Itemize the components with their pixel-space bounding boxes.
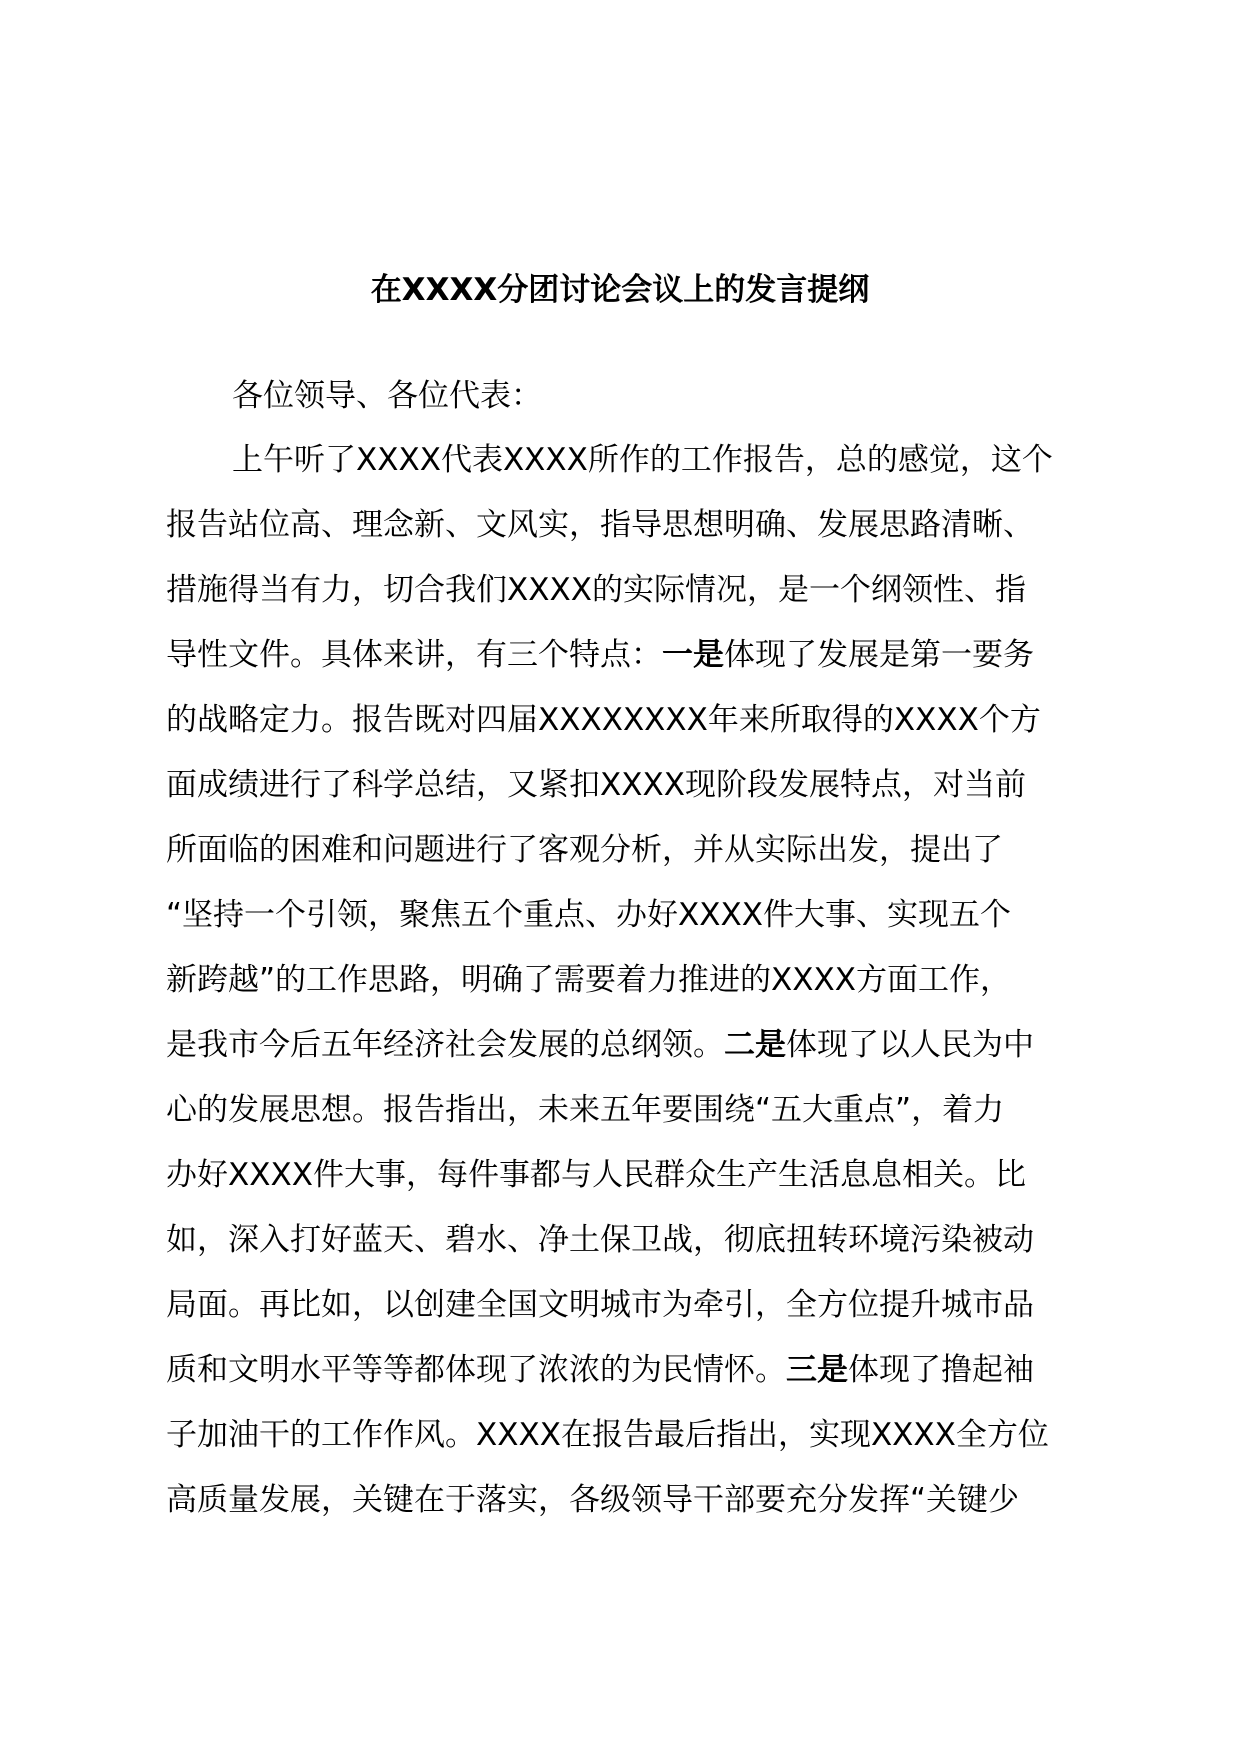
text-segment: 导性文件。具体来讲，有三个特点：: [166, 637, 662, 673]
document-title: 在XXXX分团讨论会议上的发言提纲: [370, 272, 870, 308]
body-line: [166, 566, 1126, 631]
text-segment: 报告站位高、理念新、文风实，指导思想明确、发展思路清晰、: [166, 507, 1034, 543]
body-line: [166, 956, 1126, 1021]
text-segment: 办好XXXX件大事，每件事都与人民群众生产生活息息相关。比: [166, 1157, 1026, 1193]
text-segment: 体现了撸起袖: [848, 1352, 1034, 1388]
text-segment: 措施得当有力，切合我们XXXX的实际情况，是一个纲领性、指: [166, 572, 1026, 608]
text-segment: “坚持一个引领，聚焦五个重点、办好XXXX件大事、实现五个: [166, 897, 1012, 933]
text-segment: 如，深入打好蓝天、碧水、净土保卫战，彻底扭转环境污染被动: [166, 1222, 1034, 1258]
body-line: [166, 1281, 1126, 1346]
salutation: 各位领导、各位代表：: [232, 378, 542, 414]
text-segment: 子加油干的工作作风。XXXX在报告最后指出，实现XXXX全方位: [166, 1417, 1049, 1453]
body-line: [166, 436, 1126, 501]
text-segment: 新跨越”的工作思路，明确了需要着力推进的XXXX方面工作，: [166, 962, 1012, 998]
ordinal-marker: 一是: [662, 637, 724, 673]
text-segment: 心的发展思想。报告指出，未来五年要围绕“五大重点”，着力: [166, 1092, 1005, 1128]
body-line: [166, 631, 1126, 696]
text-segment: 体现了以人民为中: [786, 1027, 1034, 1063]
body-paragraph: [166, 436, 1126, 1541]
body-line: [166, 1021, 1126, 1086]
body-line: [166, 696, 1126, 761]
body-line: [166, 501, 1126, 566]
ordinal-marker: 三是: [786, 1352, 848, 1388]
body-line: [166, 1411, 1126, 1476]
body-line: [166, 826, 1126, 891]
body-line: [166, 1151, 1126, 1216]
text-segment: 高质量发展，关键在于落实，各级领导干部要充分发挥“关键少: [166, 1482, 1020, 1518]
text-segment: 是我市今后五年经济社会发展的总纲领。: [166, 1027, 724, 1063]
body-line: [166, 1346, 1126, 1411]
text-segment: 上午听了XXXX代表XXXX所作的工作报告，总的感觉，这个: [232, 442, 1053, 478]
body-line: [166, 1216, 1126, 1281]
body-line: [166, 891, 1126, 956]
body-line: [166, 761, 1126, 826]
text-segment: 面成绩进行了科学总结，又紧扣XXXX现阶段发展特点，对当前: [166, 767, 1026, 803]
body-line: [166, 1476, 1126, 1541]
text-segment: 的战略定力。报告既对四届XXXXXXXX年来所取得的XXXX个方: [166, 702, 1041, 738]
text-segment: 所面临的困难和问题进行了客观分析，并从实际出发，提出了: [166, 832, 1003, 868]
text-segment: 局面。再比如，以创建全国文明城市为牵引，全方位提升城市品: [166, 1287, 1034, 1323]
body-line: [166, 1086, 1126, 1151]
ordinal-marker: 二是: [724, 1027, 786, 1063]
text-segment: 质和文明水平等等都体现了浓浓的为民情怀。: [166, 1352, 786, 1388]
text-segment: 体现了发展是第一要务: [724, 637, 1034, 673]
